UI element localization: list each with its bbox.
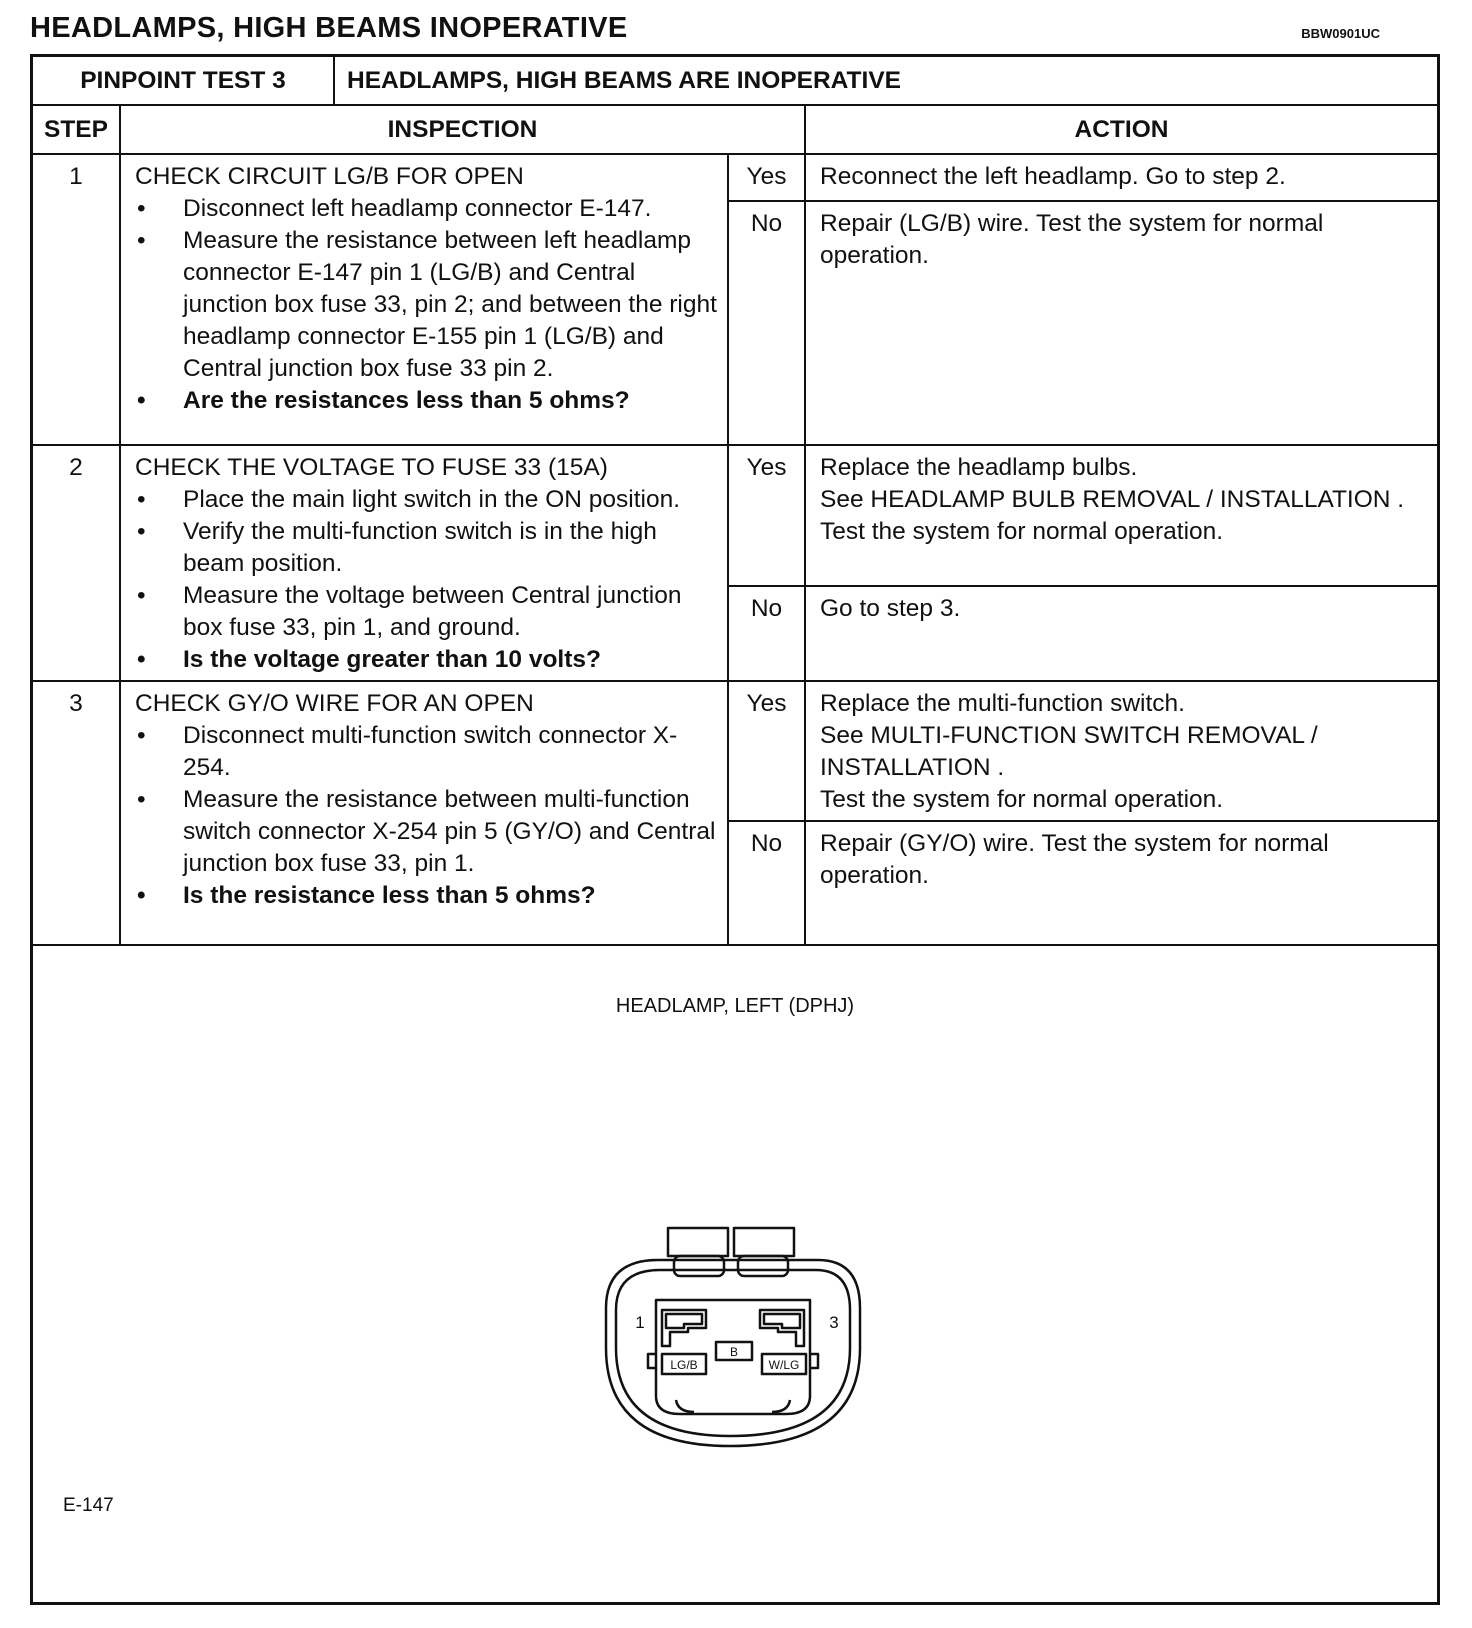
- step-heading: CHECK GY/O WIRE FOR AN OPEN: [135, 690, 534, 717]
- yes-label: Yes: [728, 445, 805, 586]
- inspection-bullet: • Disconnect left headlamp connector E-147.: [135, 193, 717, 225]
- action-line: Reconnect the left headlamp. Go to step 2.: [820, 163, 1286, 190]
- connector-lock-tab: [734, 1228, 794, 1256]
- step-2-inspection: [120, 445, 728, 681]
- test-label: PINPOINT TEST 3: [33, 57, 334, 105]
- headlamp-connector-diagram: [598, 1218, 878, 1458]
- pinpoint-test-table: [33, 57, 1437, 946]
- yes-action: [805, 681, 1437, 821]
- action-line: Test the system for normal operation.: [820, 786, 1224, 813]
- inspection-bullet: • Verify the multi-function switch is in the high beam position.: [135, 516, 717, 580]
- inspection-bullet: • Place the main light switch in the ON position.: [135, 484, 717, 516]
- step-number: 3: [33, 681, 120, 945]
- yes-label: Yes: [728, 154, 805, 201]
- action-line: See HEADLAMP BULB REMOVAL / INSTALLATION .: [820, 486, 1405, 513]
- step-1-yes-row: [33, 154, 1437, 201]
- no-label: No: [728, 821, 805, 945]
- connector-lock-tab: [668, 1228, 728, 1256]
- inspection-bullet: • Measure the resistance between left headlamp connector E-147 pin 1 (LG/B) and Central junction box fuse 33, pin 2; and between the right headlamp connector E-155 pin 1 (LG/B) and Central junction box fuse 33 pin 2.: [135, 225, 717, 385]
- yes-action: [805, 154, 1437, 201]
- test-name: HEADLAMPS, HIGH BEAMS ARE INOPERATIVE: [334, 57, 1437, 105]
- housing-detail: [676, 1400, 694, 1412]
- step-3-yes-row: [33, 681, 1437, 821]
- inspection-bullet: • Measure the voltage between Central junction box fuse 33, pin 1, and ground.: [135, 580, 717, 644]
- step-column-header: STEP: [33, 105, 120, 154]
- yes-label: Yes: [728, 681, 805, 821]
- action-line: Test the system for normal operation.: [820, 518, 1224, 545]
- action-line: Repair (LG/B) wire. Test the system for normal operation.: [820, 210, 1324, 269]
- step-1-inspection: [120, 154, 728, 445]
- wire-color-left: LG/B: [670, 1358, 698, 1372]
- document-code: BBW0901UC: [1301, 26, 1380, 41]
- yes-action: [805, 445, 1437, 586]
- inspection-question: • Are the resistances less than 5 ohms?: [135, 385, 717, 417]
- action-line: Go to step 3.: [820, 595, 961, 623]
- page-title: HEADLAMPS, HIGH BEAMS INOPERATIVE: [30, 12, 628, 44]
- action-line: Repair (GY/O) wire. Test the system for normal operation.: [820, 830, 1329, 889]
- connector-id-label: E-147: [63, 1495, 114, 1516]
- diagram-caption: HEADLAMP, LEFT (DPHJ): [615, 995, 855, 1017]
- inspection-question: • Is the voltage greater than 10 volts?: [135, 644, 717, 676]
- housing-detail: [772, 1400, 790, 1412]
- step-number: 1: [33, 154, 120, 445]
- terminal-1-contact: [666, 1314, 702, 1328]
- step-heading: CHECK THE VOLTAGE TO FUSE 33 (15A): [135, 454, 608, 481]
- action-line: See MULTI-FUNCTION SWITCH REMOVAL / INSTALLATION .: [820, 722, 1318, 781]
- inspection-bullet: • Measure the resistance between multi-function switch connector X-254 pin 5 (GY/O) and Central junction box fuse 33, pin 1.: [135, 784, 717, 880]
- step-number: 2: [33, 445, 120, 681]
- no-action: [805, 586, 1437, 681]
- inspection-column-header: INSPECTION: [120, 105, 805, 154]
- pinpoint-test-frame: [30, 54, 1440, 1605]
- connector-diagram-area: [33, 943, 1437, 1602]
- test-header-row: [33, 57, 1437, 105]
- no-action: [805, 821, 1437, 945]
- column-header-row: [33, 105, 1437, 154]
- pin-number-1: 1: [635, 1313, 645, 1332]
- wire-color-right: W/LG: [768, 1358, 800, 1372]
- action-line: Replace the headlamp bulbs.: [820, 454, 1138, 481]
- step-2-yes-row: [33, 445, 1437, 586]
- wire-color-center: B: [729, 1345, 739, 1359]
- no-label: No: [728, 201, 805, 445]
- pin-number-3: 3: [829, 1313, 839, 1332]
- inspection-question: • Is the resistance less than 5 ohms?: [135, 880, 717, 912]
- step-heading: CHECK CIRCUIT LG/B FOR OPEN: [135, 163, 524, 190]
- step-3-inspection: [120, 681, 728, 945]
- terminal-3-contact: [764, 1314, 800, 1328]
- no-action: [805, 201, 1437, 445]
- inspection-bullet: • Disconnect multi-function switch connector X-254.: [135, 720, 717, 784]
- no-label: No: [728, 586, 805, 681]
- action-line: Replace the multi-function switch.: [820, 690, 1185, 717]
- action-column-header: ACTION: [805, 105, 1437, 154]
